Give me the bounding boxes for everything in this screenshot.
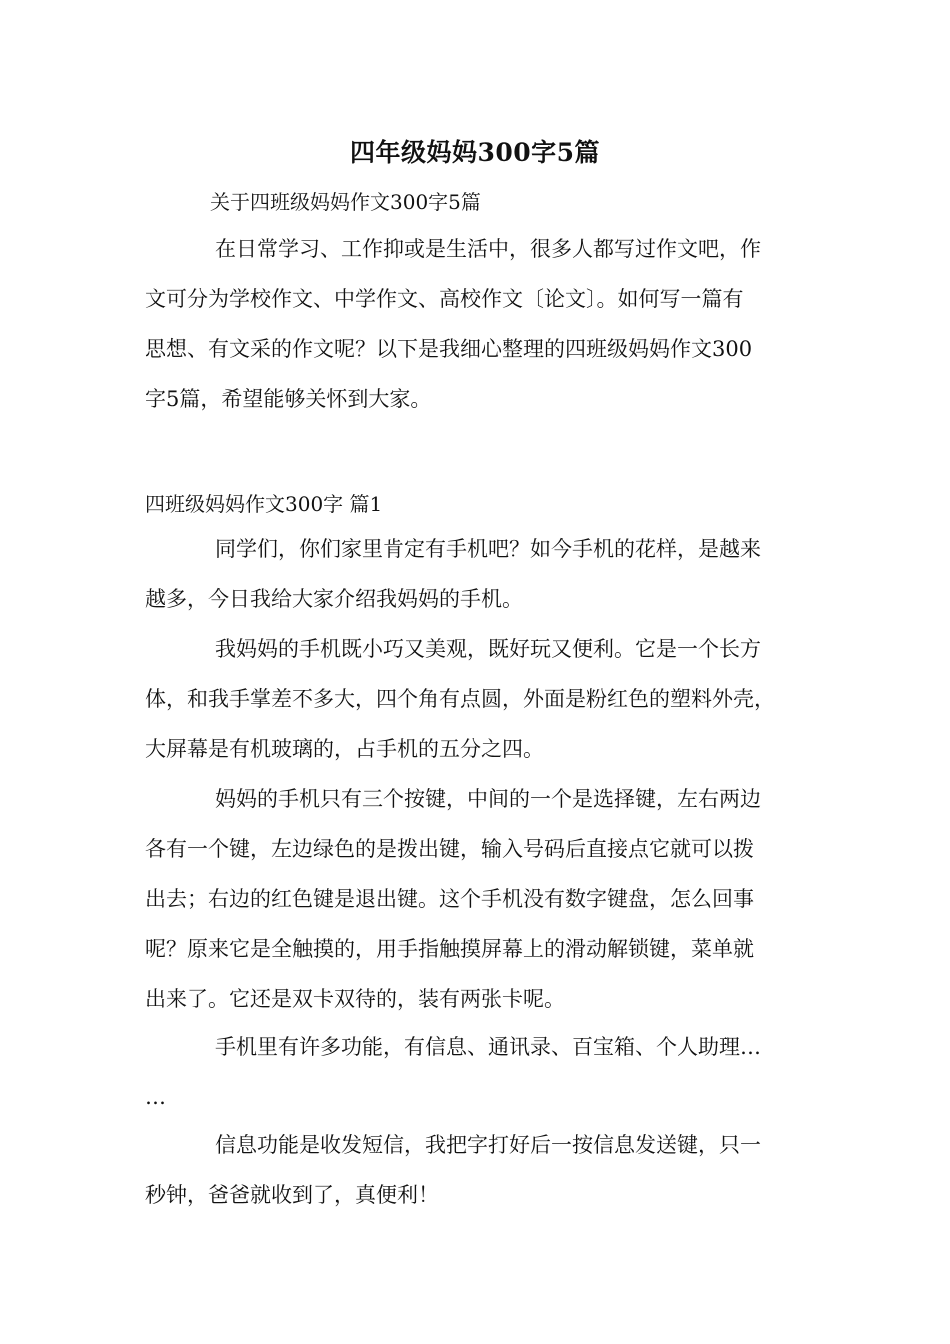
paragraph-line: … <box>145 1085 166 1109</box>
paragraph-line: 大屏幕是有机玻璃的，占手机的五分之四。 <box>145 737 544 761</box>
paragraph-line: 妈妈的手机只有三个按键，中间的一个是选择键，左右两边 <box>215 787 761 811</box>
paragraph-line: 手机里有许多功能，有信息、通讯录、百宝箱、个人助理… <box>215 1035 761 1059</box>
paragraph-line: 我妈妈的手机既小巧又美观，既好玩又便利。它是一个长方 <box>215 637 761 661</box>
paragraph-line: 出来了。它还是双卡双待的，装有两张卡呢。 <box>145 987 565 1011</box>
section-heading: 四班级妈妈作文300字 篇1 <box>145 492 383 516</box>
paragraph-line: 体，和我手掌差不多大，四个角有点圆，外面是粉红色的塑料外壳， <box>145 687 775 711</box>
paragraph-line: 越多，今日我给大家介绍我妈妈的手机。 <box>145 587 523 611</box>
paragraph-line: 出去；右边的红色键是退出键。这个手机没有数字键盘，怎么回事 <box>145 887 754 911</box>
paragraph-line: 秒钟，爸爸就收到了，真便利！ <box>145 1183 439 1207</box>
paragraph-line: 信息功能是收发短信，我把字打好后一按信息发送键，只一 <box>215 1133 761 1157</box>
document-subtitle: 关于四班级妈妈作文300字5篇 <box>210 190 481 214</box>
body-paragraph <box>145 1022 810 1122</box>
body-paragraph <box>145 774 810 1024</box>
paragraph-line: 文可分为学校作文、中学作文、高校作文〔论文〕。如何写一篇有 <box>145 287 744 311</box>
intro-paragraph <box>145 224 810 424</box>
paragraph-line: 呢？原来它是全触摸的，用手指触摸屏幕上的滑动解锁键，菜单就 <box>145 937 754 961</box>
paragraph-line: 字5篇，希望能够关怀到大家。 <box>145 387 432 411</box>
body-paragraph <box>145 524 810 624</box>
body-paragraph <box>145 624 810 774</box>
paragraph-line: 在日常学习、工作抑或是生活中，很多人都写过作文吧，作 <box>215 237 761 261</box>
paragraph-line: 各有一个键，左边绿色的是拨出键，输入号码后直接点它就可以拨 <box>145 837 754 861</box>
body-paragraph <box>145 1120 810 1220</box>
paragraph-line: 同学们，你们家里肯定有手机吧？如今手机的花样，是越来 <box>215 537 761 561</box>
document-title: 四年级妈妈300字5篇 <box>349 138 601 167</box>
paragraph-line: 思想、有文采的作文呢？以下是我细心整理的四班级妈妈作文300 <box>145 337 753 361</box>
